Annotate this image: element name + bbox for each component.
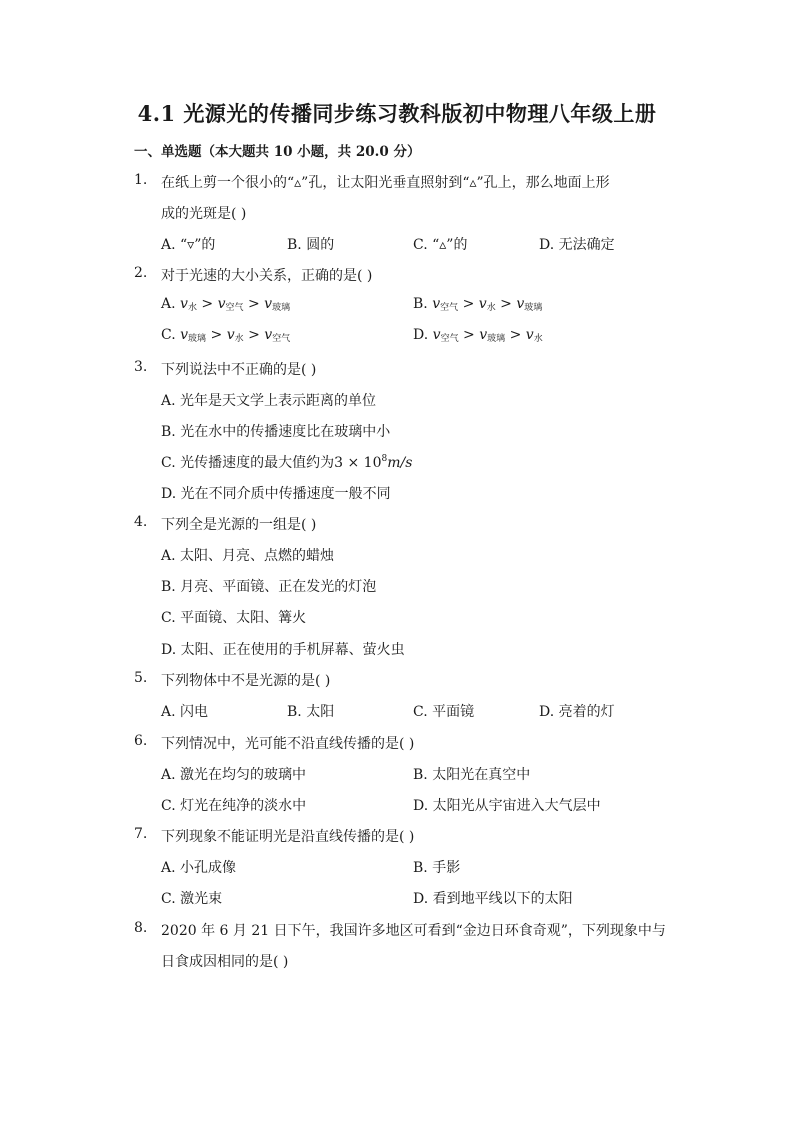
option-a: A. “▿”的 (161, 237, 216, 253)
option-c: C. “▵”的 (413, 237, 468, 253)
velocity-symbol: v (479, 327, 488, 343)
question-number: 1. (134, 172, 148, 188)
page-title: 4.1 光源光的传播同步练习教科版初中物理八年级上册 (137, 101, 657, 126)
velocity-symbol: v (180, 296, 188, 312)
velocity-subscript: 空气 (440, 303, 459, 313)
velocity-symbol: v (217, 296, 226, 312)
option-c: C. 激光束 (161, 891, 223, 907)
greater-than: > (210, 327, 223, 343)
velocity-symbol: v (432, 296, 441, 312)
option-label: D. (413, 327, 429, 343)
question-text: 在纸上剪一个很小的“▵”孔，让太阳光垂直照射到“▵”孔上，那么地面上形 (161, 175, 610, 191)
option-a: A. 激光在均匀的玻璃中 (161, 767, 307, 783)
velocity-subscript: 水 (187, 303, 197, 313)
option-d: D. 看到地平线以下的太阳 (413, 891, 573, 907)
option-a: A. 小孔成像 (161, 860, 237, 876)
velocity-symbol: v (180, 327, 189, 343)
option-d (413, 327, 543, 344)
option-a: A. 太阳、月亮、点燃的蜡烛 (161, 548, 335, 564)
option-a: A. 光年是天文学上表示距离的单位 (161, 393, 377, 409)
question-text: 下列情况中，光可能不沿直线传播的是( ) (161, 736, 415, 752)
greater-than: > (500, 296, 512, 312)
velocity-symbol: v (264, 327, 273, 343)
velocity-symbol: v (478, 296, 487, 312)
question-number: 3. (134, 359, 148, 375)
greater-than: > (462, 296, 475, 312)
velocity-subscript: 玻璃 (487, 334, 506, 344)
option-c: C. 平面镜、太阳、篝火 (161, 610, 307, 626)
option-a (161, 296, 290, 313)
question-text: 成的光斑是( ) (161, 206, 247, 222)
option-c: C. 灯光在纯净的淡水中 (161, 798, 307, 814)
velocity-subscript: 玻璃 (188, 334, 207, 344)
question-text: 下列现象不能证明光是沿直线传播的是( ) (161, 829, 415, 845)
velocity-symbol: v (525, 327, 534, 343)
question-text: 下列物体中不是光源的是( ) (161, 673, 331, 689)
velocity-symbol: v (264, 296, 273, 312)
option-label: A. (161, 296, 176, 312)
velocity-subscript: 空气 (225, 303, 244, 313)
question-text: 日食成因相同的是( ) (161, 954, 289, 970)
option-d: D. 无法确定 (539, 237, 615, 253)
math-base: 3 × 10 (334, 455, 382, 471)
question-number: 5. (134, 670, 148, 686)
question-text: 下列说法中不正确的是( ) (161, 362, 317, 378)
greater-than: > (201, 296, 214, 312)
option-c (161, 327, 290, 344)
velocity-subscript: 水 (234, 334, 244, 344)
option-d: D. 亮着的灯 (539, 704, 615, 720)
velocity-symbol: v (516, 296, 525, 312)
question-number: 4. (134, 514, 148, 530)
option-label: B. (413, 296, 428, 312)
velocity-subscript: 玻璃 (524, 303, 543, 313)
option-b: B. 光在水中的传播速度比在玻璃中小 (161, 424, 391, 440)
velocity-subscript: 水 (486, 303, 496, 313)
option-text: C. 光传播速度的最大值约为 (161, 455, 335, 471)
option-b: B. 手影 (413, 860, 461, 876)
question-number: 7. (134, 826, 148, 842)
section-header: 一、单选题（本大题共 10 小题，共 20.0 分） (134, 144, 421, 160)
option-c: C. 平面镜 (413, 704, 475, 720)
greater-than: > (509, 327, 522, 343)
question-text: 2020 年 6 月 21 日下午，我国许多地区可看到“金边日环食奇观”，下列现象中与 (161, 923, 666, 939)
velocity-symbol: v (226, 327, 235, 343)
question-text: 下列全是光源的一组是( ) (161, 517, 317, 533)
question-number: 6. (134, 733, 148, 749)
option-d: D. 太阳光从宇宙进入大气层中 (413, 798, 601, 814)
velocity-subscript: 空气 (440, 334, 459, 344)
option-b: B. 太阳光在真空中 (413, 767, 531, 783)
option-c (161, 452, 412, 472)
option-b: B. 月亮、平面镜、正在发光的灯泡 (161, 579, 377, 595)
velocity-subscript: 玻璃 (272, 303, 291, 313)
question-number: 2. (134, 265, 148, 281)
greater-than: > (247, 296, 260, 312)
velocity-subscript: 水 (533, 334, 543, 344)
velocity-subscript: 空气 (272, 334, 291, 344)
option-b: B. 太阳 (287, 704, 335, 720)
math-exponent: 8 (381, 454, 388, 464)
question-number: 8. (134, 920, 148, 936)
question-text: 对于光速的大小关系，正确的是( ) (161, 268, 373, 284)
option-b: B. 圆的 (287, 237, 335, 253)
velocity-symbol: v (432, 327, 441, 343)
math-unit: m/s (387, 455, 413, 471)
option-label: C. (161, 327, 176, 343)
option-b (413, 296, 542, 313)
option-a: A. 闪电 (161, 704, 209, 720)
option-d: D. 光在不同介质中传播速度一般不同 (161, 486, 391, 502)
greater-than: > (248, 327, 260, 343)
greater-than: > (463, 327, 475, 343)
option-d: D. 太阳、正在使用的手机屏幕、萤火虫 (161, 642, 405, 658)
